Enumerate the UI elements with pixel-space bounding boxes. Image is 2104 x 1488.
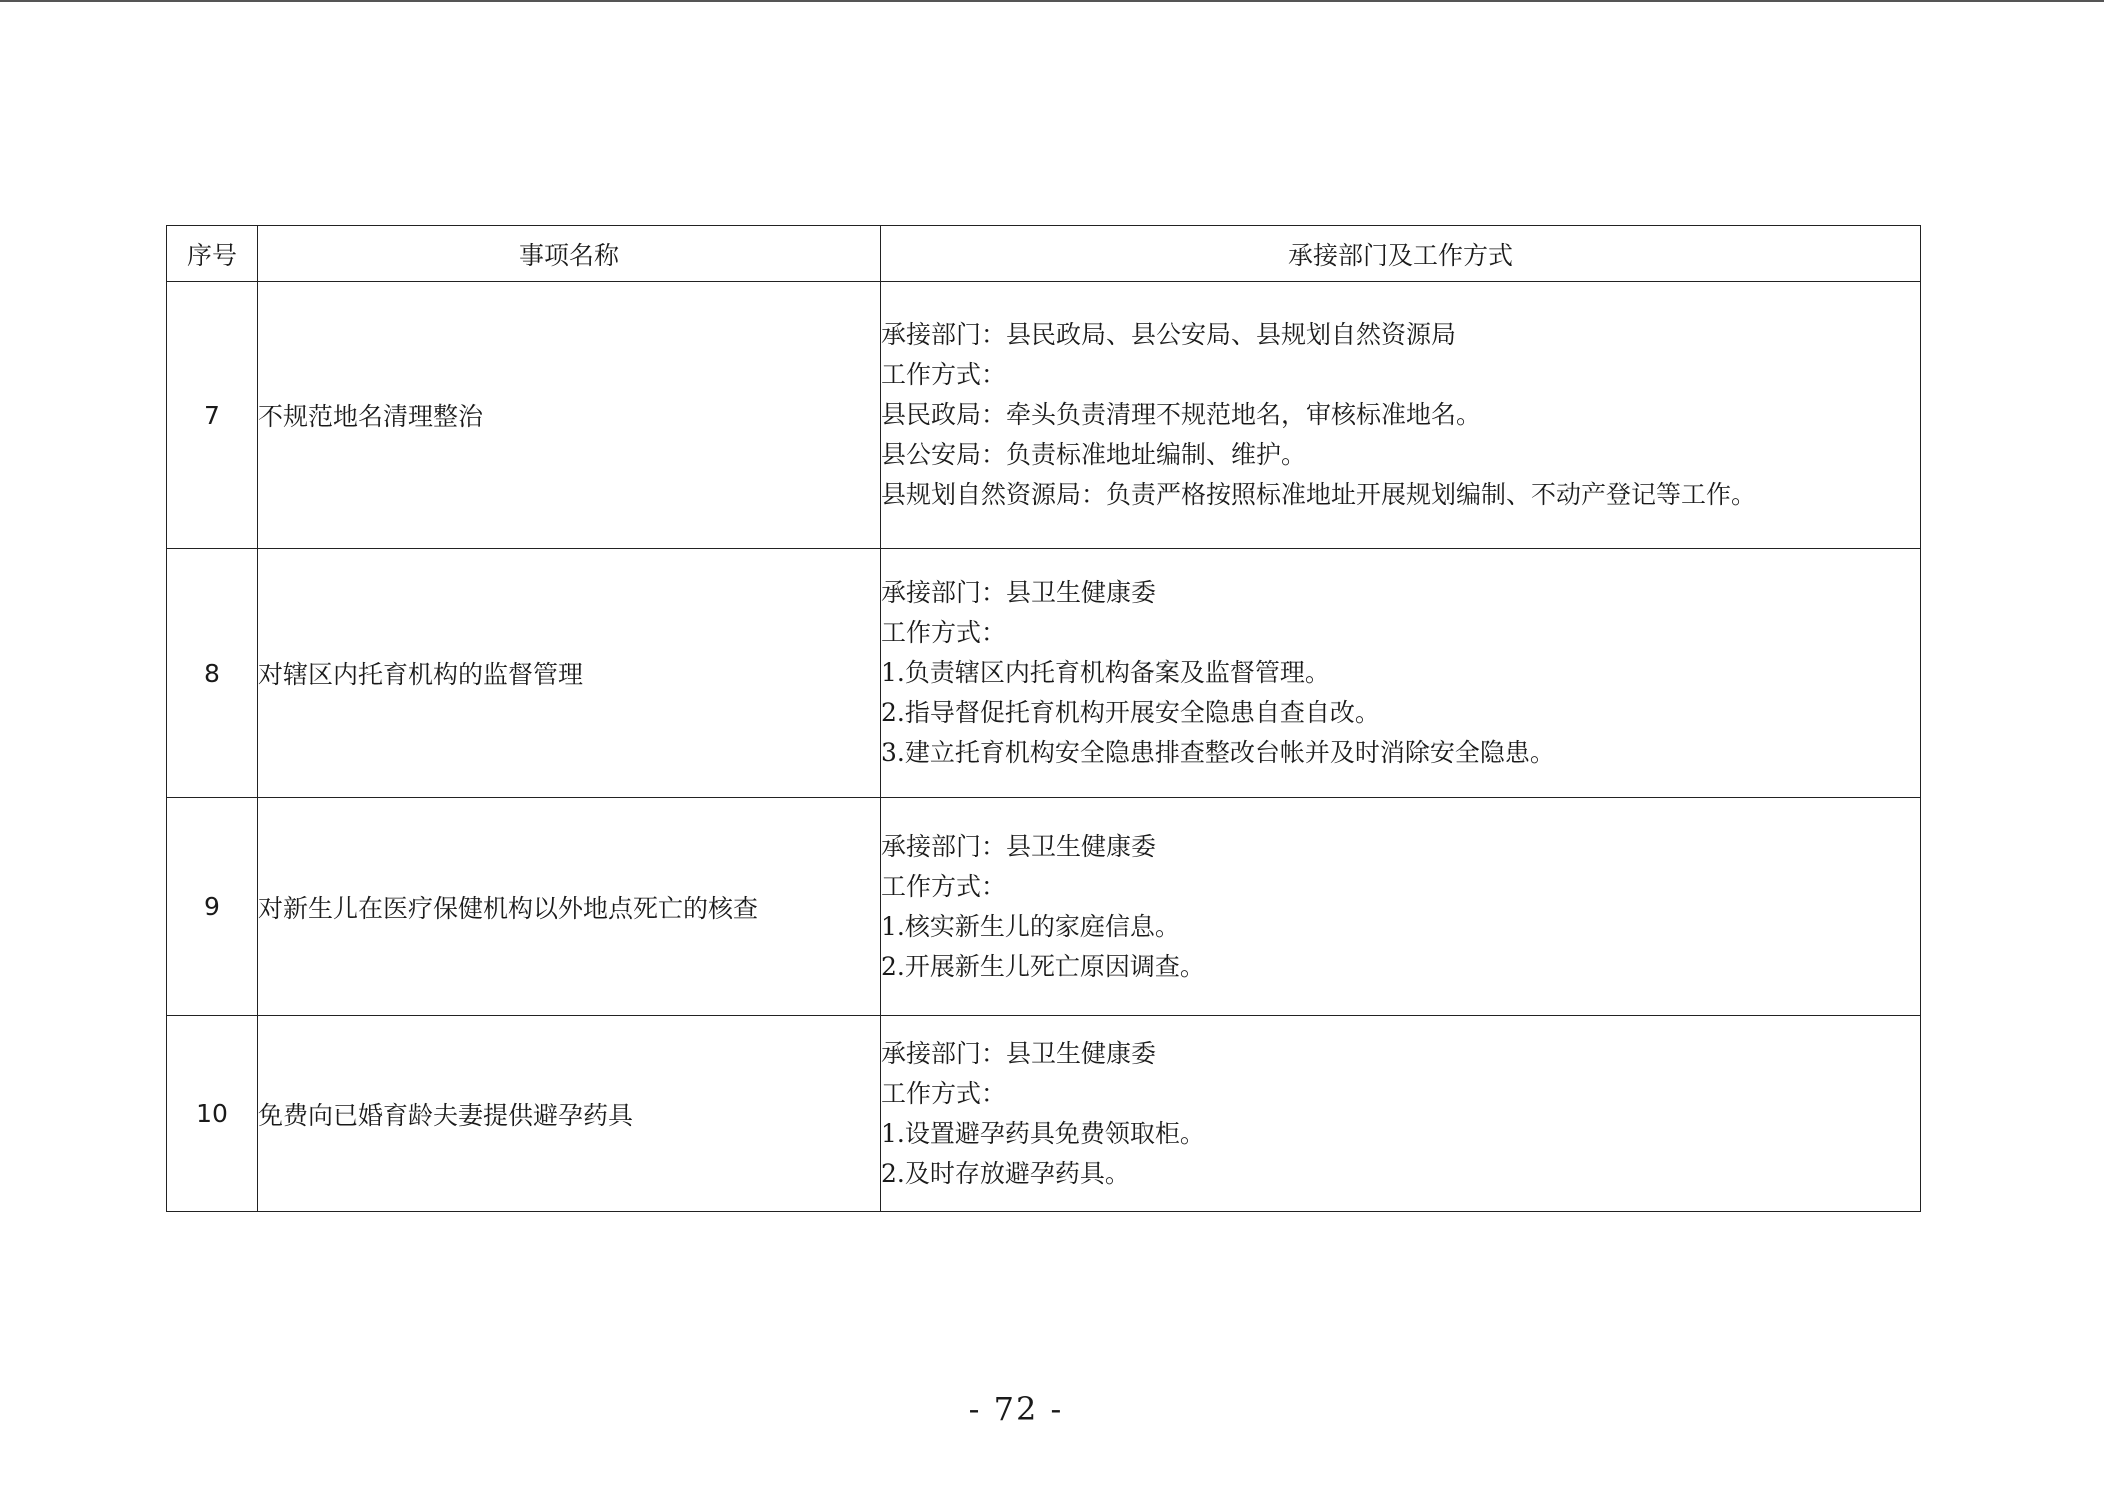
work-method-item: 2.开展新生儿死亡原因调查。	[881, 951, 1205, 981]
work-method-item: 县民政局：牵头负责清理不规范地名，审核标准地名。	[881, 400, 1482, 429]
row-matter-name: 对新生儿在医疗保健机构以外地点死亡的核查	[258, 798, 881, 1016]
row-matter-name: 免费向已婚育龄夫妻提供避孕药具	[258, 1016, 881, 1212]
row-serial-number: 7	[167, 282, 258, 549]
undertaking-department: 承接部门：县卫生健康委	[881, 578, 1157, 607]
work-method-item: 县公安局：负责标准地址编制、维护。	[881, 440, 1307, 469]
undertaking-department: 承接部门：县卫生健康委	[881, 1038, 1157, 1068]
matters-table	[166, 225, 1921, 1212]
table-row	[167, 798, 1921, 1016]
work-method-item: 3.建立托育机构安全隐患排查整改台帐并及时消除安全隐患。	[881, 738, 1555, 767]
page-number: - 72 -	[968, 1390, 1064, 1428]
undertaking-department: 承接部门：县卫生健康委	[881, 831, 1157, 861]
header-department-and-method: 承接部门及工作方式	[881, 226, 1921, 282]
work-method-item: 1.核实新生儿的家庭信息。	[881, 911, 1180, 941]
row-matter-name: 不规范地名清理整治	[258, 282, 881, 549]
header-matter-name: 事项名称	[258, 226, 881, 282]
work-method-label: 工作方式：	[881, 1078, 1007, 1108]
row-department-and-method	[881, 1016, 1921, 1212]
work-method-item: 县规划自然资源局：负责严格按照标准地址开展规划编制、不动产登记等工作。	[881, 480, 1757, 509]
table-header-row	[167, 226, 1921, 282]
row-serial-number: 10	[167, 1016, 258, 1212]
row-department-and-method	[881, 282, 1921, 549]
work-method-item: 2.指导督促托育机构开展安全隐患自查自改。	[881, 698, 1380, 727]
work-method-label: 工作方式：	[881, 871, 1007, 901]
row-department-and-method	[881, 549, 1921, 798]
work-method-label: 工作方式：	[881, 360, 1007, 389]
header-serial-number: 序号	[167, 226, 258, 282]
row-matter-name: 对辖区内托育机构的监督管理	[258, 549, 881, 798]
row-department-and-method	[881, 798, 1921, 1016]
work-method-item: 2.及时存放避孕药具。	[881, 1158, 1130, 1188]
top-border-line	[0, 0, 2104, 2]
row-serial-number: 8	[167, 549, 258, 798]
table-row	[167, 282, 1921, 549]
table-row	[167, 1016, 1921, 1212]
undertaking-department: 承接部门：县民政局、县公安局、县规划自然资源局	[881, 320, 1457, 349]
work-method-item: 1.设置避孕药具免费领取柜。	[881, 1118, 1205, 1148]
row-serial-number: 9	[167, 798, 258, 1016]
work-method-label: 工作方式：	[881, 618, 1007, 647]
table-row	[167, 549, 1921, 798]
work-method-item: 1.负责辖区内托育机构备案及监督管理。	[881, 658, 1330, 687]
